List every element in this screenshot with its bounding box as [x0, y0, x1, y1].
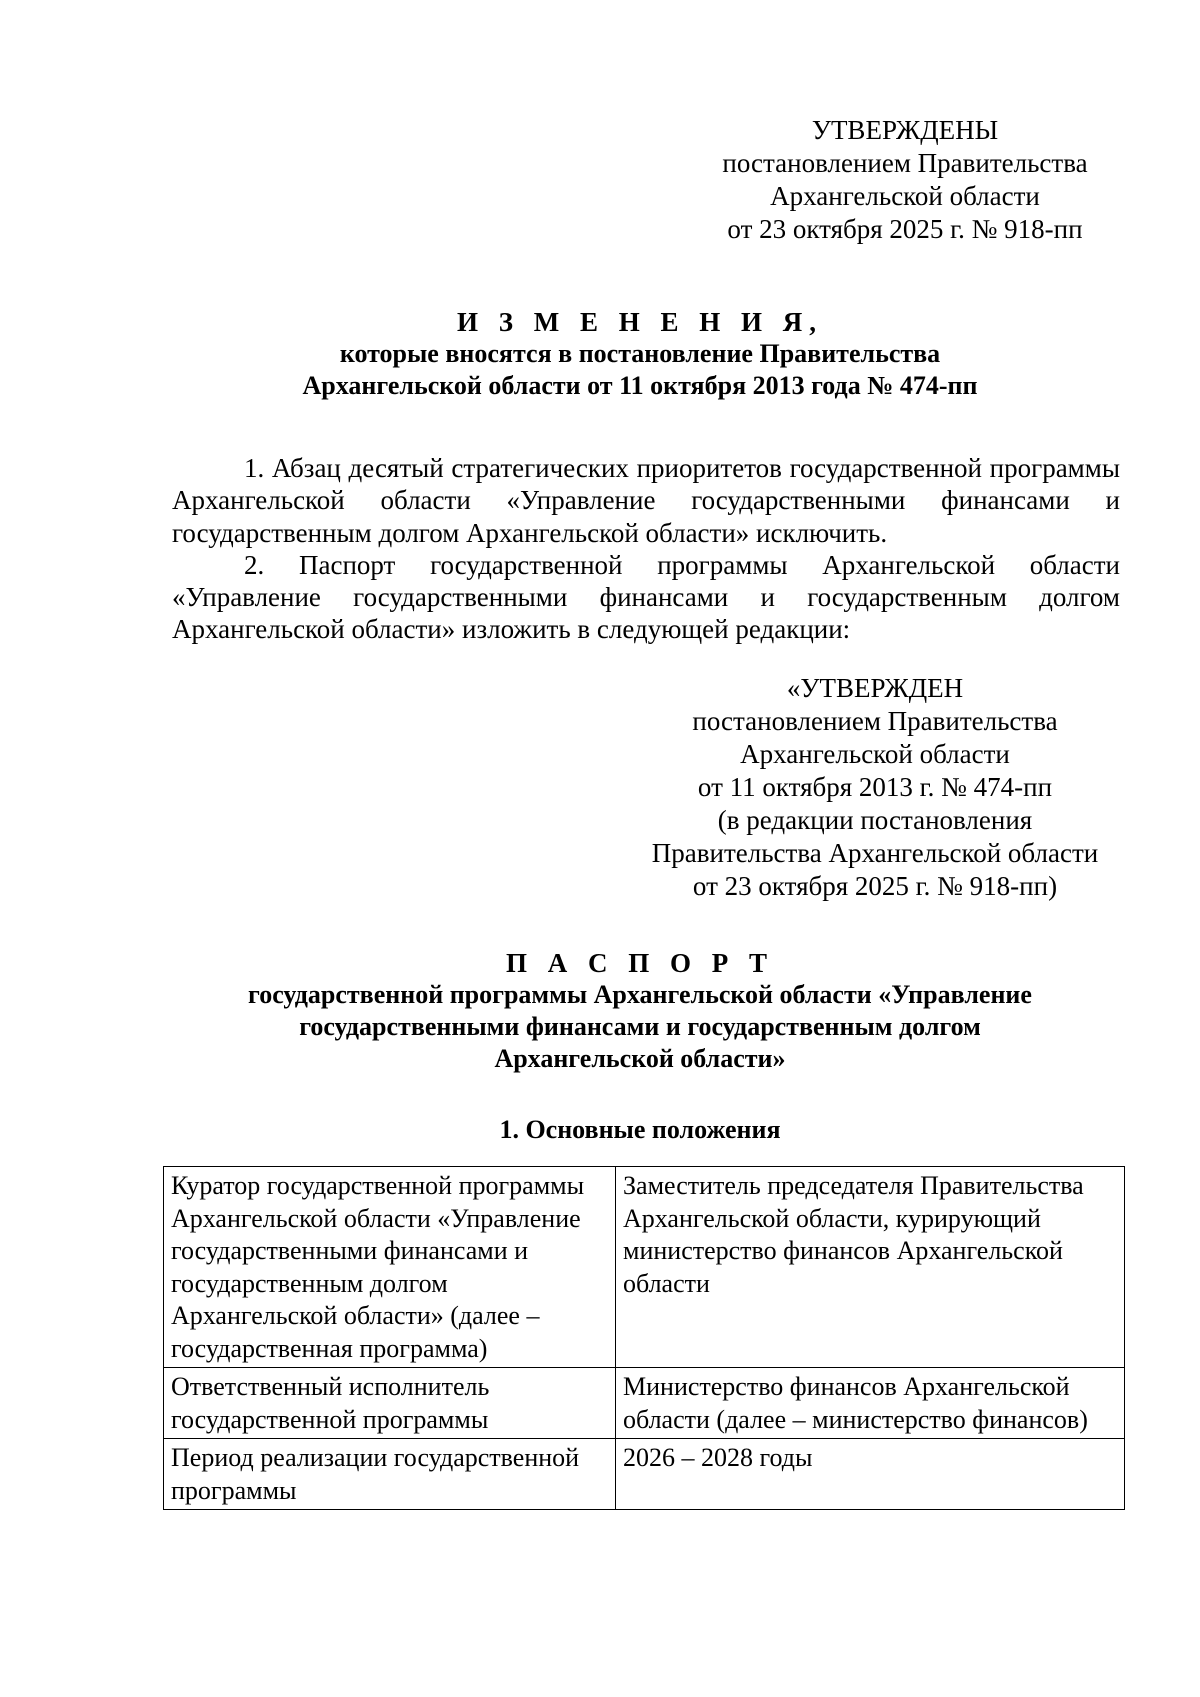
approval-stamp-top: [690, 114, 1120, 246]
body-text: [172, 452, 1120, 646]
approval-line: Правительства Архангельской области: [651, 838, 1099, 868]
approval-line: от 11 октября 2013 г. № 474-пп: [697, 772, 1053, 802]
table-cell-value: Министерство финансов Архангельской области (далее – министерство финансов): [616, 1368, 1125, 1439]
approval-stamp-passport: [640, 672, 1110, 903]
passport-title: [160, 947, 1120, 1075]
approval-line: «УТВЕРЖДЕН: [786, 673, 964, 703]
passport-subtitle-line: государственной программы Архангельской области «Управление: [248, 980, 1032, 1009]
table-cell-label: Ответственный исполнитель государственной программы: [164, 1368, 616, 1439]
approval-line: от 23 октября 2025 г. № 918-пп: [727, 214, 1083, 244]
approval-line: Архангельской области: [770, 181, 1040, 211]
approval-line: (в редакции постановления: [717, 805, 1033, 835]
changes-heading: И З М Е Н Е Н И Я,: [456, 307, 823, 337]
table-cell-label: Период реализации государственной программы: [164, 1439, 616, 1510]
approval-line: Архангельской области: [740, 739, 1010, 769]
approval-line: постановлением Правительства: [692, 706, 1058, 736]
approval-line: постановлением Правительства: [722, 148, 1088, 178]
table-cell-value: Заместитель председателя Правительства Архангельской области, курирующий министерство финансов Архангельской области: [616, 1167, 1125, 1368]
approval-line: УТВЕРЖДЕНЫ: [811, 115, 999, 145]
changes-subtitle-line: Архангельской области от 11 октября 2013 года № 474-пп: [302, 371, 978, 400]
paragraph-1: 1. Абзац десятый стратегических приоритетов государственной программы Архангельской области «Управление государственными финансами и государственным долгом Архангельской области» исключить.: [172, 453, 1120, 548]
paragraph-2: 2. Паспорт государственной программы Архангельской области «Управление государственными финансами и государственным долгом Архангельской области» изложить в следующей редакции:: [172, 549, 1120, 645]
changes-title: [160, 306, 1120, 402]
table-row: [164, 1368, 1125, 1439]
table-cell-label: Куратор государственной программы Архангельской области «Управление государственными финансами и государственным долгом Архангельской области» (далее – государственная программа): [164, 1167, 616, 1368]
table-row: [164, 1167, 1125, 1368]
approval-line: от 23 октября 2025 г. № 918-пп): [692, 871, 1058, 901]
table-row: [164, 1439, 1125, 1510]
passport-subtitle-line: Архангельской области»: [494, 1044, 786, 1073]
passport-heading: П А С П О Р Т: [505, 948, 774, 978]
main-provisions-table: [163, 1166, 1125, 1510]
table-cell-value: 2026 – 2028 годы: [616, 1439, 1125, 1510]
changes-subtitle-line: которые вносятся в постановление Правительства: [339, 339, 941, 368]
section-heading: 1. Основные положения: [499, 1115, 781, 1144]
passport-subtitle-line: государственными финансами и государственным долгом: [299, 1012, 981, 1041]
